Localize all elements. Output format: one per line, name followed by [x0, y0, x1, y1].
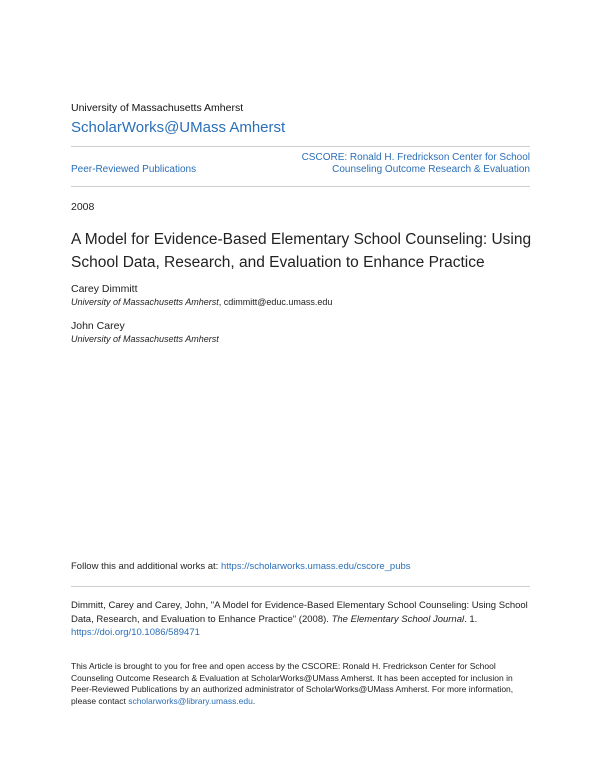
- follow-link[interactable]: https://scholarworks.umass.edu/cscore_pubs: [220, 561, 411, 572]
- notice-end: .: [252, 695, 256, 706]
- author-affiliation: [71, 334, 219, 344]
- author-email: , cdimmitt@educ.umass.edu: [218, 297, 333, 307]
- divider-bottom: [71, 586, 530, 587]
- author-name: Carey Dimmitt: [71, 283, 138, 295]
- collection-link-peer-reviewed[interactable]: Peer-Reviewed Publications: [71, 164, 197, 175]
- repository-link[interactable]: ScholarWorks@UMass Amherst: [71, 119, 286, 136]
- author-affiliation: [71, 297, 332, 307]
- citation-text: Dimmitt, Carey and Carey, John, "A Model for Evidence-Based Elementary School Counseling: Using School Data, Research, and Evaluation to Enhance Practice" (2008).: [71, 600, 528, 625]
- citation-journal: The Elementary School Journal: [331, 613, 465, 625]
- contact-email-link[interactable]: scholarworks@library.umass.edu: [128, 695, 253, 706]
- affiliation-text: University of Massachusetts Amherst: [71, 297, 219, 307]
- collection-link-cscore[interactable]: CSCORE: Ronald H. Fredrickson Center for School Counseling Outcome Research & Evaluation: [301, 152, 530, 175]
- access-notice: [71, 661, 533, 707]
- follow-text: Follow this and additional works at:: [71, 561, 221, 572]
- divider-middle: [71, 186, 530, 187]
- doi-link[interactable]: https://doi.org/10.1086/589471: [71, 627, 200, 638]
- citation-volume: . 1.: [464, 613, 478, 625]
- author-name: John Carey: [71, 320, 125, 332]
- article-title: A Model for Evidence-Based Elementary School Counseling: Using School Data, Research, and Evaluation to Enhance Practice: [71, 231, 532, 271]
- recommended-citation: [71, 599, 531, 640]
- notice-text: This Article is brought to you for free and open access by the CSCORE: Ronald H. Fredrickson Center for School Counseling Outcome Research & Evaluation at ScholarWorks@UMass Amherst. It has been accepted for inclusion in Peer-Reviewed Publications by an authorized administrator of ScholarWorks@UMass Amherst. For more information, please contact: [71, 661, 514, 706]
- follow-line: [71, 561, 411, 572]
- divider-top: [71, 146, 530, 147]
- affiliation-text: University of Massachusetts Amherst: [71, 334, 219, 344]
- publication-year: 2008: [71, 201, 95, 213]
- institution-name: University of Massachusetts Amherst: [71, 102, 244, 114]
